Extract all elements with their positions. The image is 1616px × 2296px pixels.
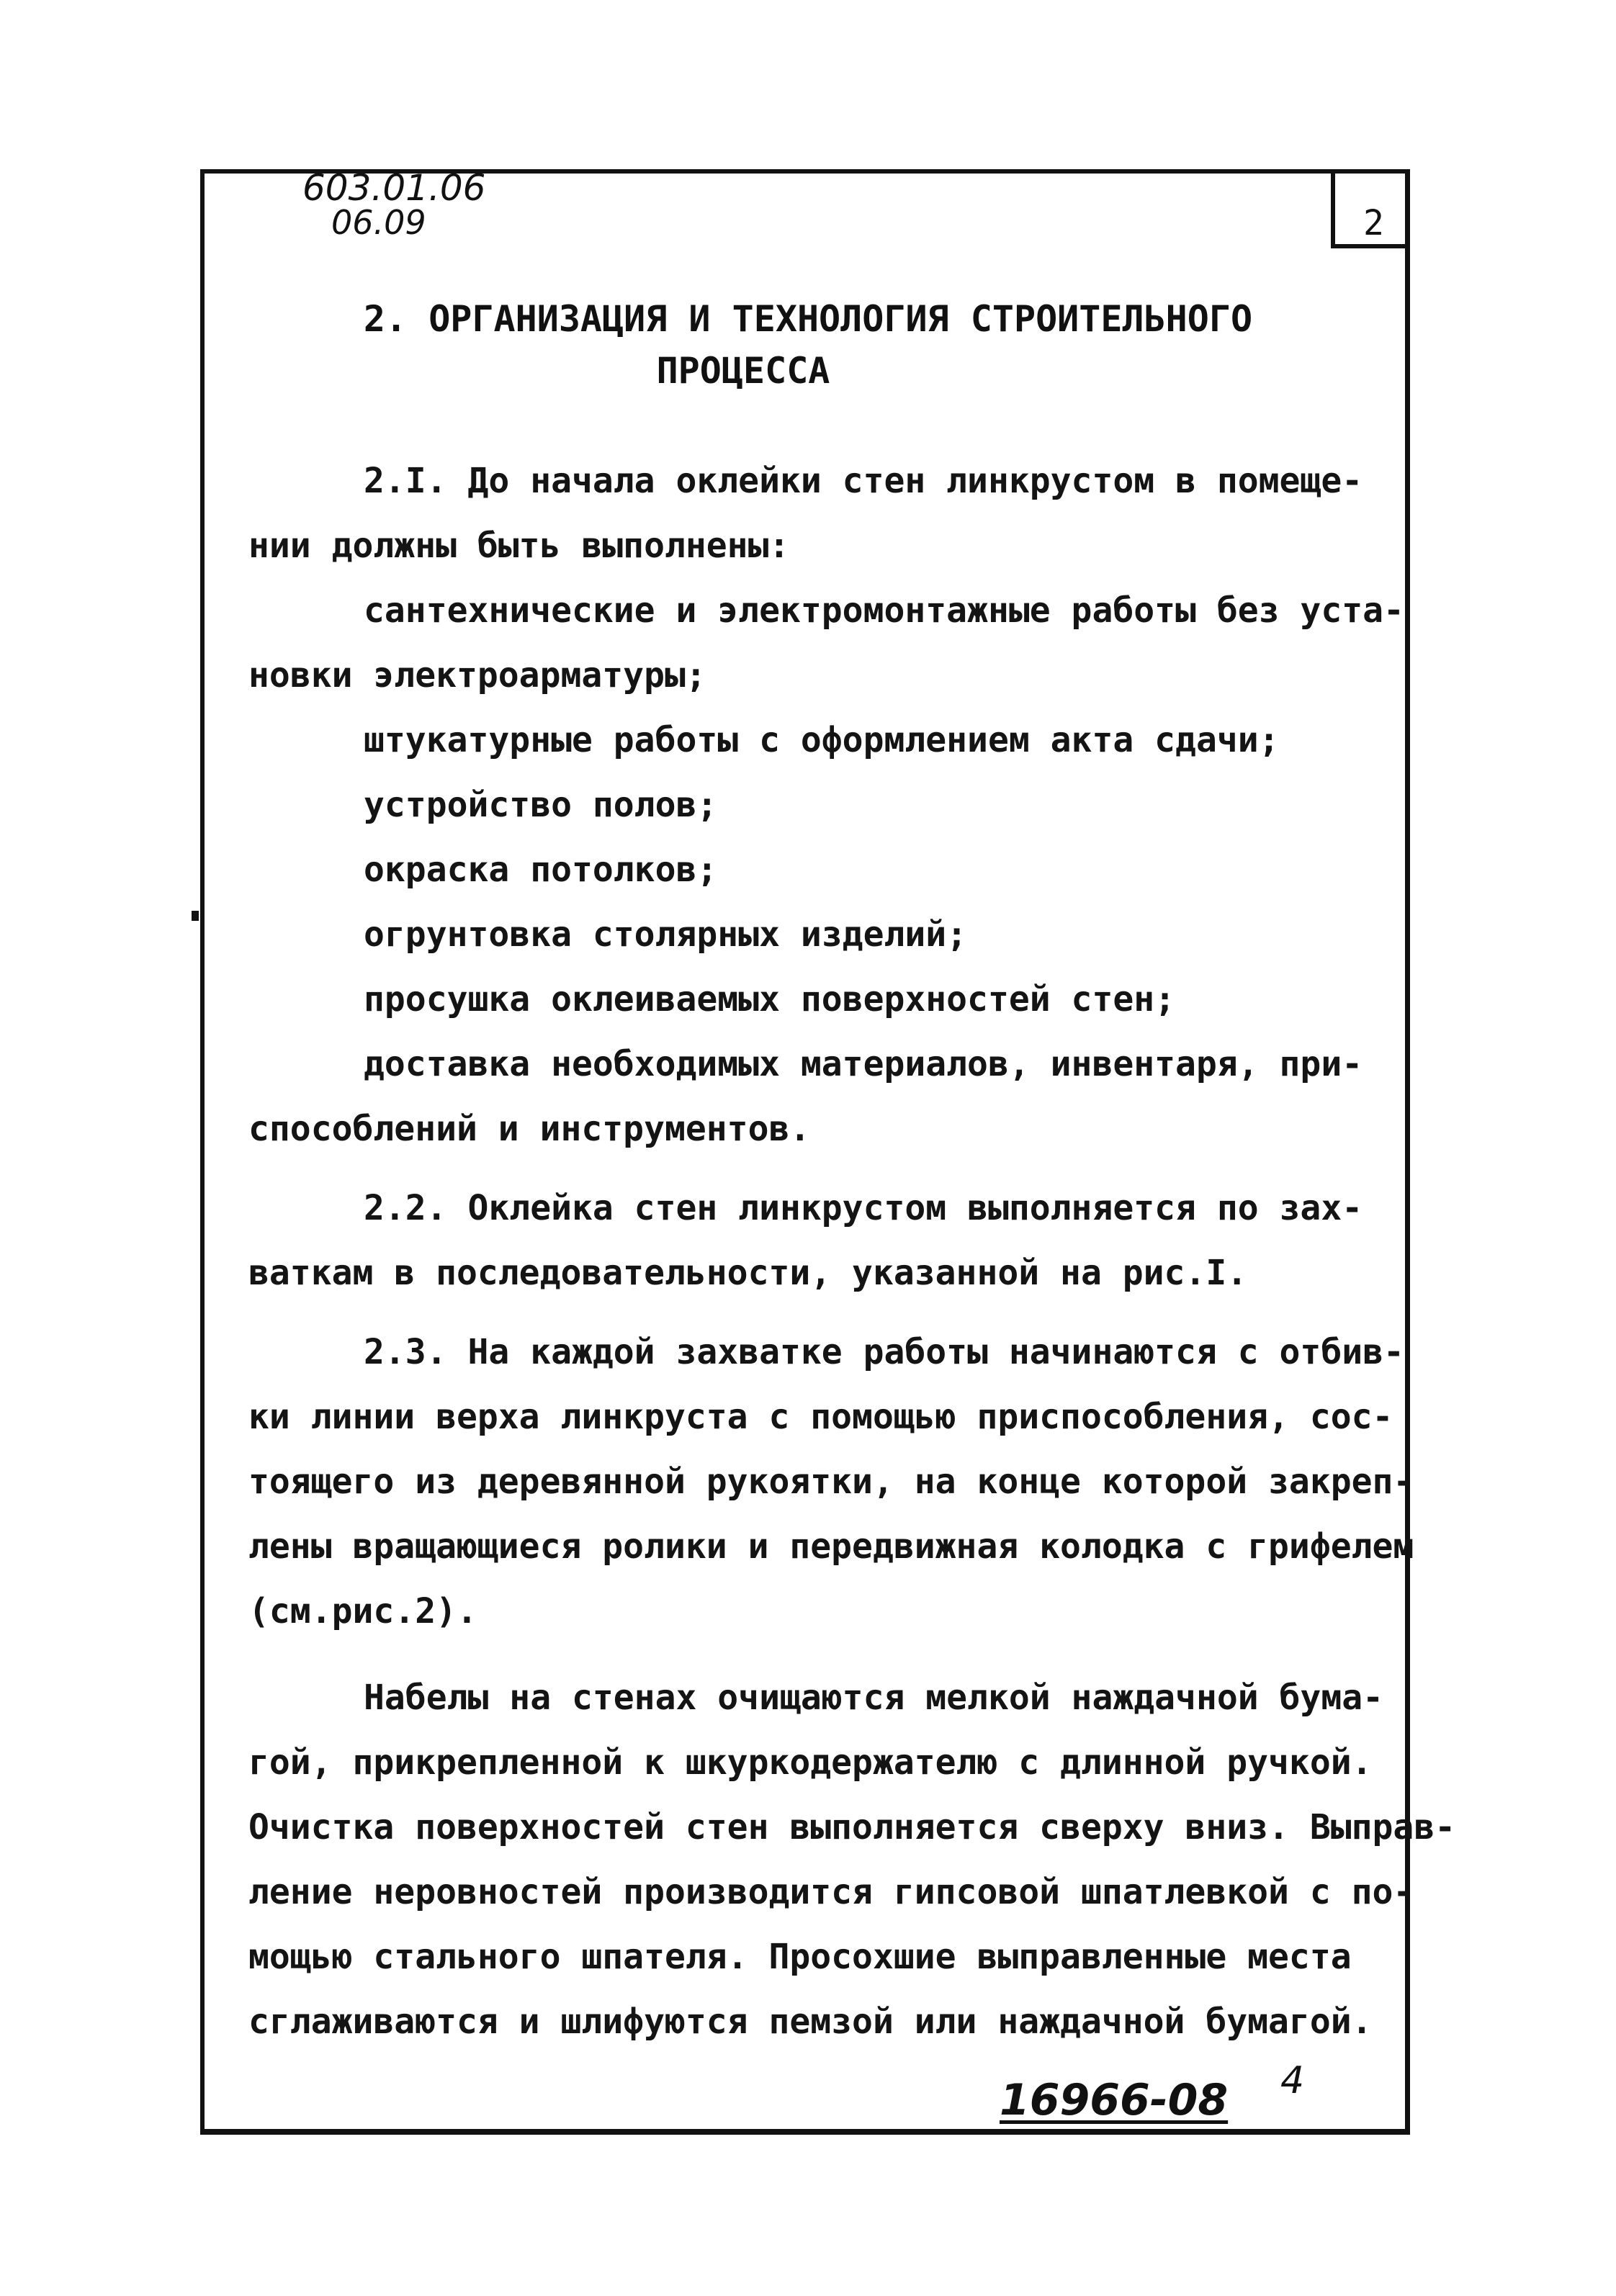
paragraph-line: мощью стального шпателя. Просохшие выправленные места (248, 1937, 1352, 1977)
paragraph-line: 2.I. До начала оклейки стен линкрустом в помеще- (364, 461, 1363, 501)
paragraph-line: гой, прикрепленной к шкуркодержателю с длинной ручкой. (248, 1742, 1373, 1783)
list-item-line: новки электроарматуры; (248, 655, 706, 695)
paragraph-line: сглаживаются и шлифуются пемзой или наждачной бумагой. (248, 2002, 1373, 2042)
paragraph-line: ление неровностей производится гипсовой шпатлевкой с по- (248, 1872, 1414, 1912)
paragraph-line: (см.рис.2). (248, 1591, 477, 1631)
margin-mark (192, 911, 199, 921)
paragraph-line: лены вращающиеся ролики и передвижная колодка с грифелем (248, 1526, 1414, 1567)
list-item-line: штукатурные работы с оформлением акта сдачи; (364, 720, 1280, 760)
section-title-line-1: 2. ОРГАНИЗАЦИЯ И ТЕХНОЛОГИЯ СТРОИТЕЛЬНОГО (363, 298, 1253, 340)
list-item-line: доставка необходимых материалов, инвентаря, при- (364, 1044, 1363, 1084)
list-item-line: способлений и инструментов. (248, 1109, 811, 1149)
paragraph-line: нии должны быть выполнены: (248, 526, 790, 566)
paragraph-line: ваткам в последовательности, указанной на рис.I. (248, 1253, 1248, 1293)
sheet-number: 4 (1280, 2059, 1305, 2102)
document-number: 16966-08 (1000, 2075, 1229, 2125)
list-item-line: окраска потолков; (364, 850, 718, 890)
page-number: 2 (1363, 203, 1384, 243)
list-item-line: просушка оклеиваемых поверхностей стен; (364, 979, 1176, 1019)
paragraph-line: 2.2. Оклейка стен линкрустом выполняется по зах- (364, 1188, 1363, 1228)
list-item-line: устройство полов; (364, 785, 718, 825)
list-item-line: огрунтовка столярных изделий; (364, 914, 968, 955)
paragraph-line: ки линии верха линкруста с помощью приспособления, сос- (248, 1397, 1393, 1437)
handwritten-code-1: 603.01.06 (302, 167, 486, 209)
paragraph-line: Очистка поверхностей стен выполняется сверху вниз. Выправ- (248, 1807, 1456, 1847)
paragraph-line: Набелы на стенах очищаются мелкой наждачной бума- (364, 1678, 1384, 1718)
paragraph-line: тоящего из деревянной рукоятки, на конце которой закреп- (248, 1462, 1414, 1502)
handwritten-code-2: 06.09 (331, 203, 426, 242)
section-title-line-2: ПРОЦЕССА (656, 350, 830, 392)
list-item-line: сантехнические и электромонтажные работы без уста- (364, 590, 1404, 631)
paragraph-line: 2.3. На каждой захватке работы начинаются с отбив- (364, 1332, 1404, 1372)
